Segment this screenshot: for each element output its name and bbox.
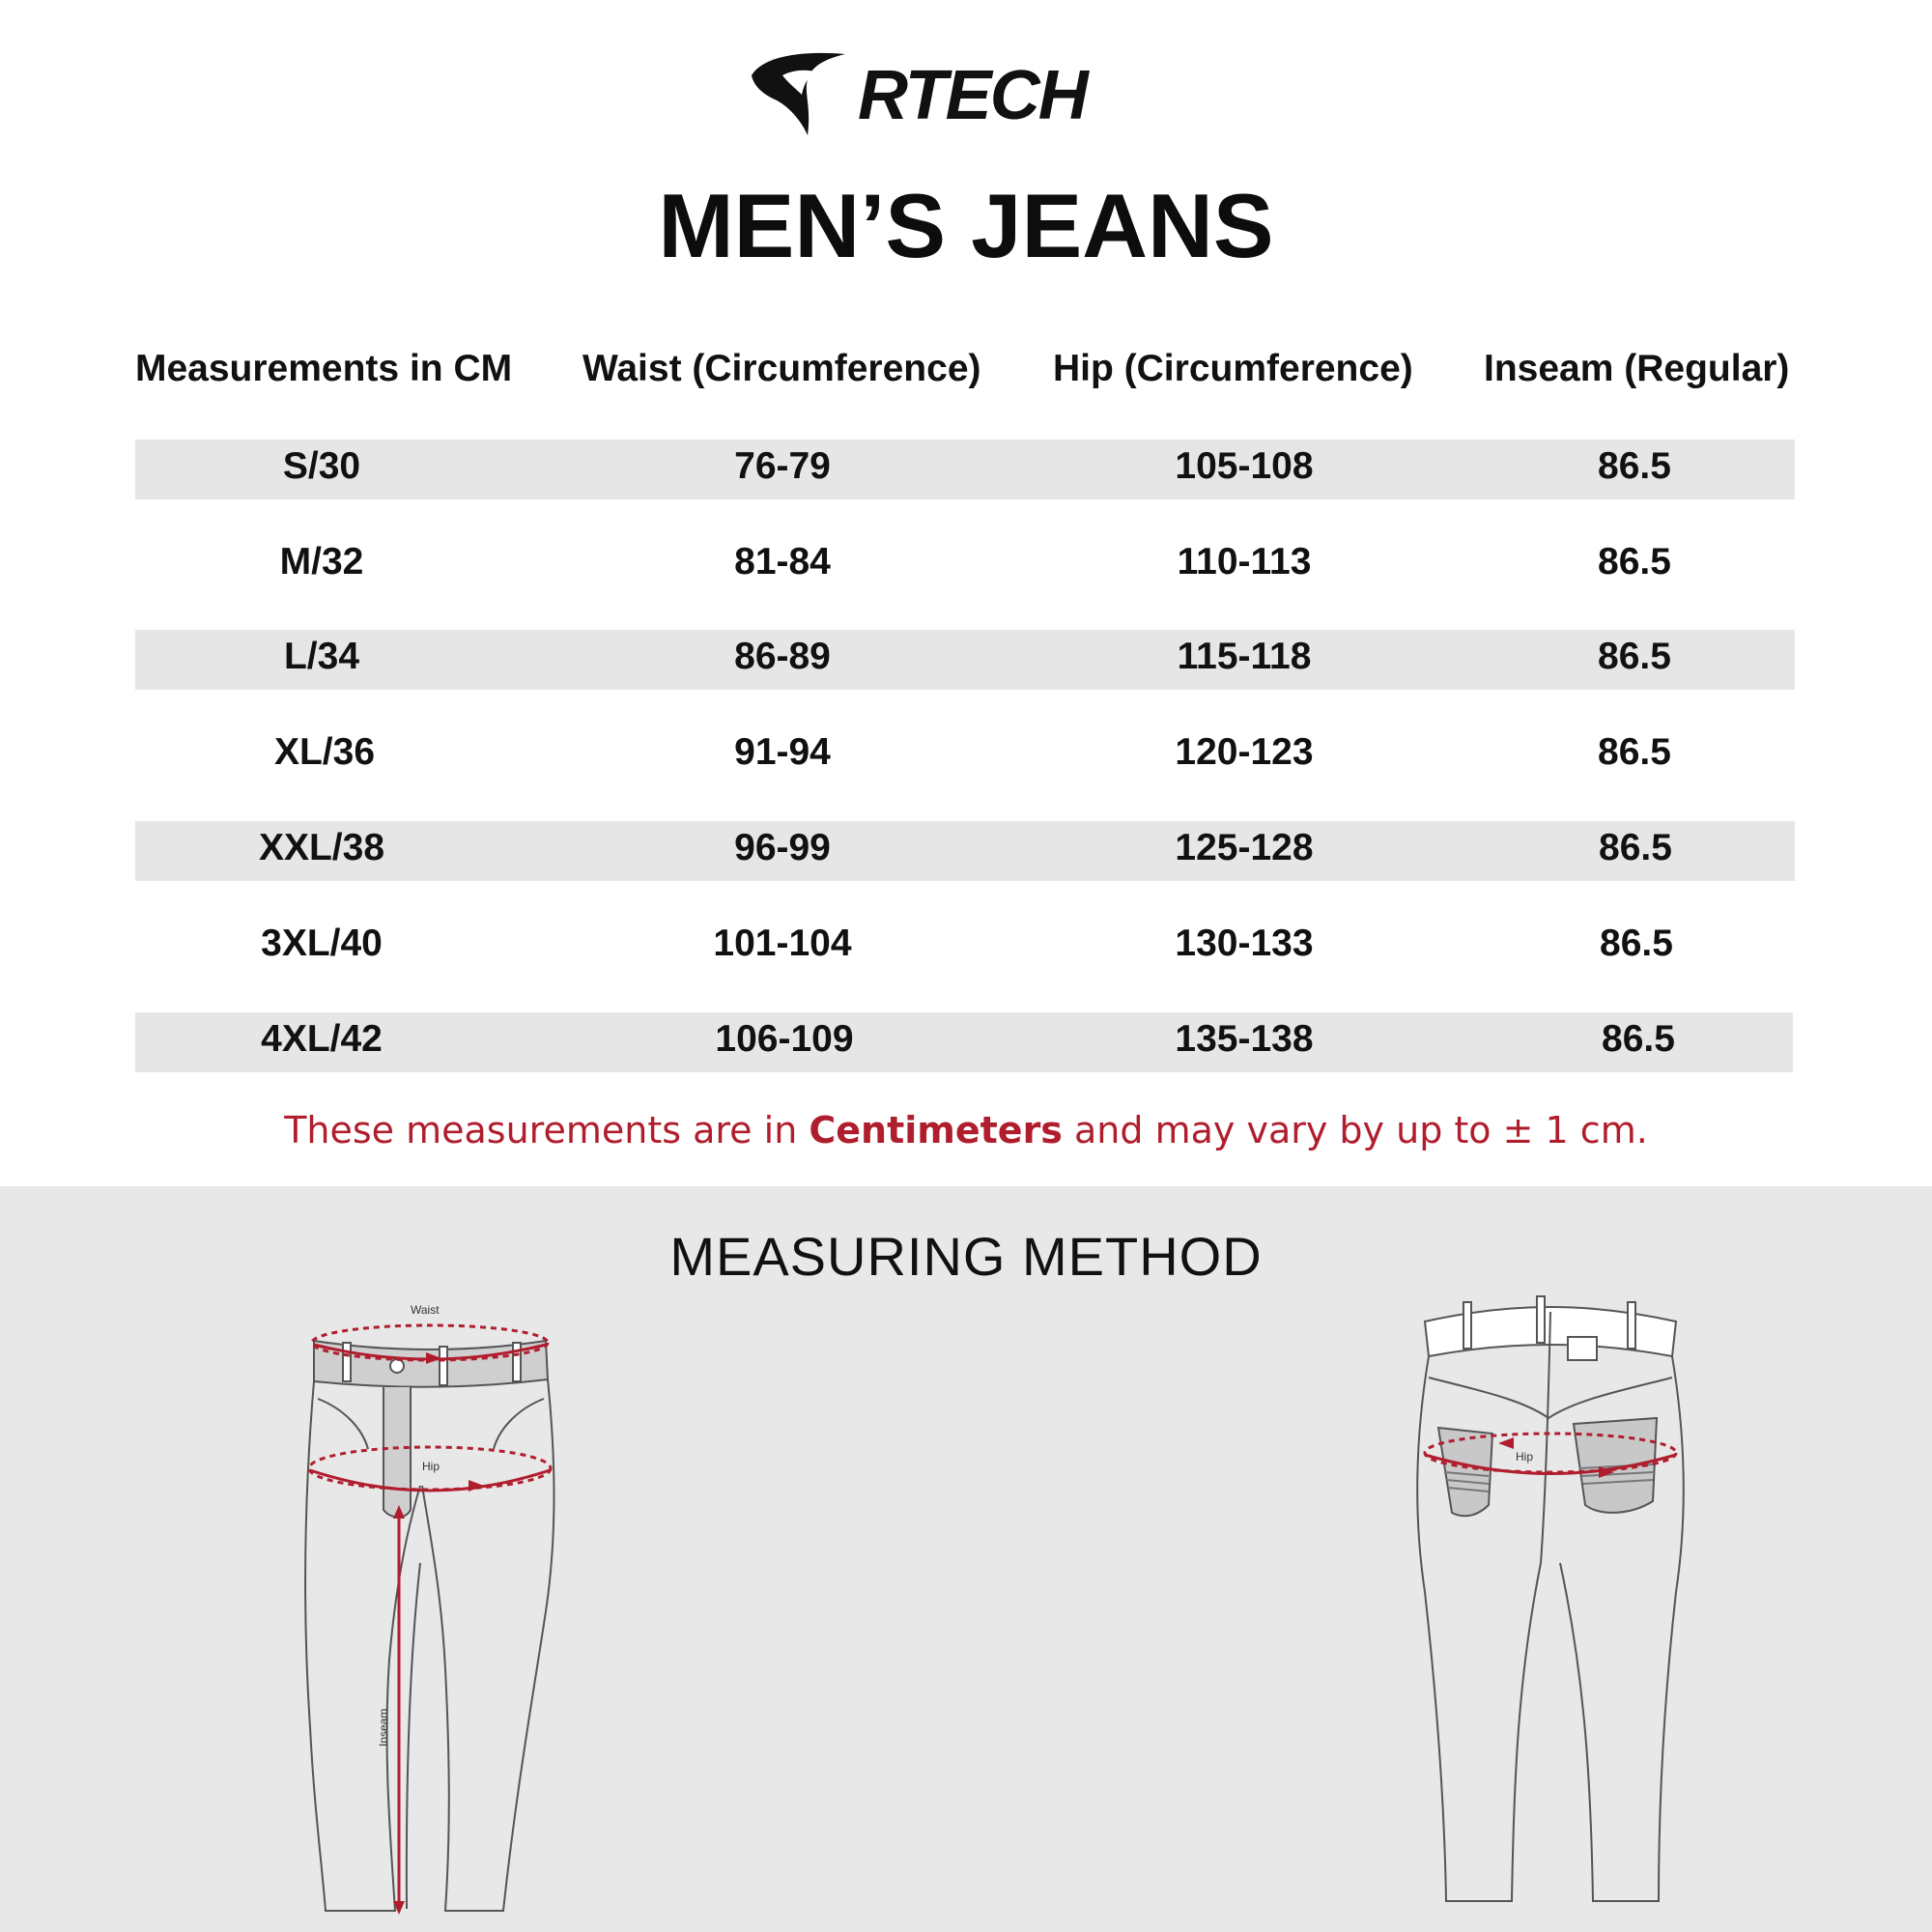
hip-cell: 120-123 [1175,731,1314,773]
hip-label-back: Hip [1516,1450,1534,1463]
hip-cell: 105-108 [1175,445,1314,487]
table-row [135,440,1795,499]
note-text-before: These measurements are in [284,1109,810,1151]
waist-cell: 86-89 [734,636,831,677]
header-inseam: Inseam (Regular) [1484,348,1790,389]
inseam-cell: 86.5 [1602,1018,1675,1060]
table-row [135,917,1795,977]
table-row [135,630,1795,690]
hip-label-front: Hip [422,1460,440,1473]
size-cell: M/32 [279,541,364,582]
size-cell: XXL/38 [258,827,385,868]
header-waist: Waist (Circumference) [582,348,981,389]
waist-cell: 96-99 [734,827,831,868]
back-jeans-illustration [1396,1244,1705,1920]
table-row [135,725,1795,785]
table-row [135,535,1795,595]
measurement-note [0,1109,1932,1151]
hip-cell: 125-128 [1175,827,1314,868]
note-emphasis: Centimeters [809,1109,1063,1151]
waist-cell: 101-104 [713,923,852,964]
note-text-after: and may vary by up to ± 1 cm. [1062,1109,1648,1151]
size-cell: 3XL/40 [261,923,383,964]
page-title: MEN’S JEANS [658,175,1274,276]
method-title: MEASURING METHOD [669,1226,1263,1287]
brand-logo [744,46,1159,143]
waist-cell: 76-79 [734,445,831,487]
waist-cell: 106-109 [715,1018,854,1060]
size-cell: L/34 [283,636,360,677]
waist-cell: 81-84 [734,541,831,582]
inseam-cell: 86.5 [1599,827,1672,868]
waist-cell: 91-94 [734,731,831,773]
brand-name: RTECH [858,57,1087,134]
front-jeans-illustration [275,1244,584,1920]
inseam-cell: 86.5 [1598,445,1671,487]
header-hip: Hip (Circumference) [1053,348,1413,389]
size-cell: 4XL/42 [261,1018,383,1060]
rtech-mark-icon [744,46,850,143]
size-cell: S/30 [282,445,361,487]
waist-label: Waist [411,1303,440,1317]
inseam-label: Inseam [377,1708,390,1747]
inseam-cell: 86.5 [1598,731,1671,773]
hip-cell: 110-113 [1177,541,1312,582]
size-cell: XL/36 [273,731,376,773]
measuring-method-section [0,1186,1932,1932]
hip-cell: 135-138 [1175,1018,1314,1060]
hip-cell: 130-133 [1175,923,1314,964]
hip-cell: 115-118 [1177,636,1312,677]
inseam-cell: 86.5 [1598,541,1671,582]
header-measurements: Measurements in CM [135,348,513,389]
inseam-cell: 86.5 [1600,923,1673,964]
table-row [135,821,1795,881]
table-row [135,1012,1793,1072]
inseam-cell: 86.5 [1598,636,1671,677]
